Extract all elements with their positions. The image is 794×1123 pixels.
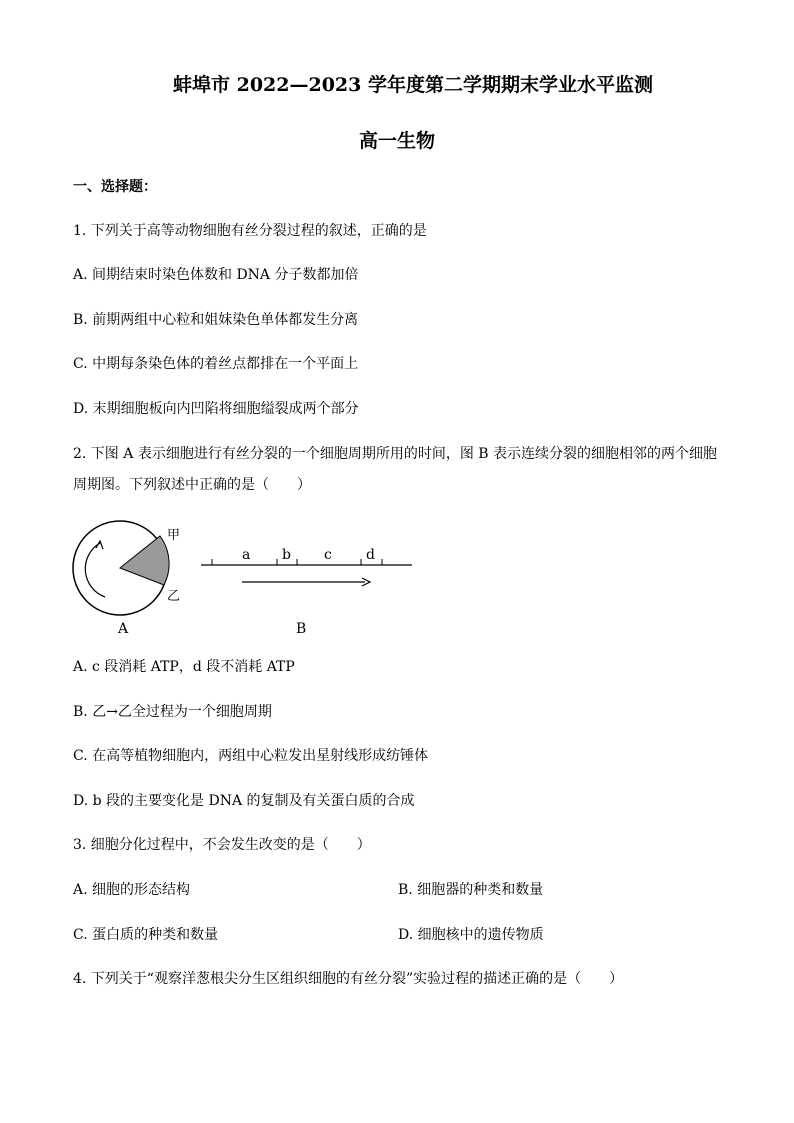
figure-b-caption: B — [296, 621, 307, 637]
figure-b-segment-c: c — [324, 547, 332, 563]
figure-b-segment-a: a — [242, 547, 251, 563]
figure-a-rotation-arrow — [85, 543, 105, 597]
question-2-option-c: C. 在高等植物细胞内，两组中心粒发出星射线形成纺锤体 — [73, 748, 429, 764]
question-2-option-a: A. c 段消耗 ATP，d 段不消耗 ATP — [73, 659, 295, 675]
question-2-stem-line-2: 周期图。下列叙述中正确的是（ ） — [73, 477, 311, 493]
question-1-option-b: B. 前期两组中心粒和姐妹染色单体都发生分离 — [73, 312, 359, 328]
question-2-stem-line-1: 2. 下图 A 表示细胞进行有丝分裂的一个细胞周期所用的时间，图 B 表示连续分裂的细胞相邻的两个细胞 — [73, 446, 718, 462]
question-1-stem: 1. 下列关于高等动物细胞有丝分裂过程的叙述，正确的是 — [73, 223, 427, 239]
question-1-option-d: D. 末期细胞板向内凹陷将细胞缢裂成两个部分 — [73, 401, 359, 417]
question-1-option-a: A. 间期结束时染色体数和 DNA 分子数都加倍 — [73, 267, 359, 283]
question-3-option-a: A. 细胞的形态结构 — [73, 882, 191, 898]
document-subtitle: 高一生物 — [358, 130, 435, 152]
question-2-option-b: B. 乙→乙全过程为一个细胞周期 — [73, 704, 272, 720]
question-2-option-d: D. b 段的主要变化是 DNA 的复制及有关蛋白质的合成 — [73, 793, 415, 809]
cell-cycle-figure — [60, 515, 430, 645]
figure-a-caption: A — [118, 621, 129, 637]
figure-a-shaded-sector — [120, 536, 169, 585]
figure-a-label-jia: 甲 — [167, 528, 181, 543]
figure-a-arrowhead — [96, 541, 103, 549]
question-3-option-d: D. 细胞核中的遗传物质 — [398, 927, 544, 943]
question-1-option-c: C. 中期每条染色体的着丝点都排在一个平面上 — [73, 356, 359, 372]
question-3-option-c: C. 蛋白质的种类和数量 — [73, 927, 219, 943]
figure-b-segment-b: b — [282, 547, 291, 563]
document-title: 蚌埠市 2022—2023 学年度第二学期期末学业水平监测 — [173, 74, 653, 96]
question-3-option-b: B. 细胞器的种类和数量 — [398, 882, 544, 898]
figure-a-label-yi: 乙 — [167, 589, 181, 604]
question-3-stem: 3. 细胞分化过程中，不会发生改变的是（ ） — [73, 837, 371, 853]
figure-b-segment-d: d — [366, 547, 375, 563]
section-heading: 一、选择题： — [73, 179, 157, 195]
question-4-stem: 4. 下列关于“观察洋葱根尖分生区组织细胞的有丝分裂”实验过程的描述正确的是（ ） — [73, 971, 624, 987]
